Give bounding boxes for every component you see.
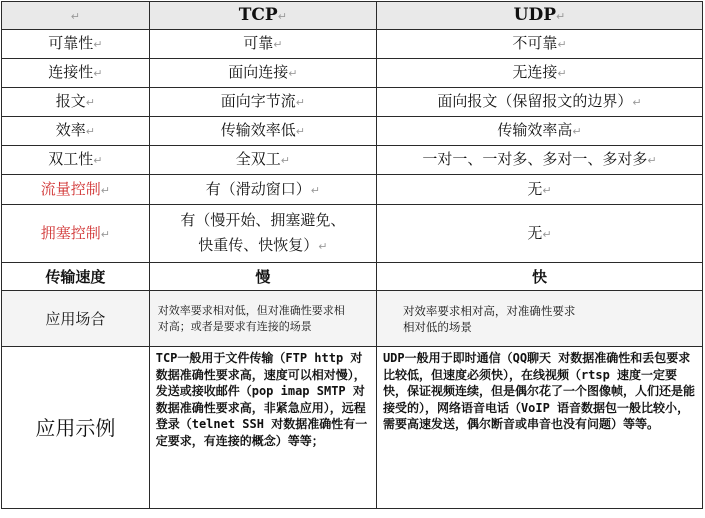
row-label: 应用场合 bbox=[2, 291, 150, 347]
udp-cell: 对效率要求相对高，对准确性要求 相对低的场景 bbox=[376, 291, 702, 347]
table-row bbox=[2, 146, 703, 175]
header-row bbox=[2, 2, 703, 30]
table-row bbox=[2, 263, 703, 291]
row-label: 应用示例 bbox=[2, 347, 150, 509]
udp-cell: 无↵ bbox=[376, 175, 702, 205]
udp-cell: 一对一、一对多、多对一、多对多↵ bbox=[376, 146, 702, 175]
udp-cell: UDP一般用于即时通信（QQ聊天 对数据准确性和丢包要求比较低，但速度必须快），在线视频（rtsp 速度一定要快，保证视频连续，但是偶尔花了一个图像帧，人们还是能接受的），网络语音电话（VoIP 语音数据包一般比较小，需要高速发送，偶尔断音或串音也没有问题）等等。 bbox=[376, 347, 702, 509]
tcp-cell: 慢 bbox=[149, 263, 376, 291]
udp-cell: 无↵ bbox=[376, 205, 702, 263]
row-label: 传输速度 bbox=[2, 263, 150, 291]
tcp-cell: 可靠↵ bbox=[149, 30, 376, 59]
row-label: 报文↵ bbox=[2, 88, 150, 117]
table-row bbox=[2, 88, 703, 117]
row-label: 连接性↵ bbox=[2, 59, 150, 88]
table-row bbox=[2, 175, 703, 205]
table-row bbox=[2, 205, 703, 263]
table-row bbox=[2, 59, 703, 88]
udp-cell: 传输效率高↵ bbox=[376, 117, 702, 146]
table-row bbox=[2, 347, 703, 509]
table-row bbox=[2, 291, 703, 347]
row-label: 双工性↵ bbox=[2, 146, 150, 175]
row-label: 流量控制↵ bbox=[2, 175, 150, 205]
tcp-cell: 对效率要求相对低，但对准确性要求相 对高；或者是要求有连接的场景 bbox=[149, 291, 376, 347]
udp-cell: 快 bbox=[376, 263, 702, 291]
header-tcp: TCP↵ bbox=[149, 2, 376, 30]
tcp-cell: 有（滑动窗口）↵ bbox=[149, 175, 376, 205]
tcp-udp-comparison-table bbox=[1, 1, 703, 509]
row-label: 可靠性↵ bbox=[2, 30, 150, 59]
tcp-cell: 全双工↵ bbox=[149, 146, 376, 175]
header-udp: UDP↵ bbox=[376, 2, 702, 30]
tcp-cell: 有（慢开始、拥塞避免、 快重传、快恢复）↵ bbox=[149, 205, 376, 263]
udp-cell: 不可靠↵ bbox=[376, 30, 702, 59]
udp-cell: 无连接↵ bbox=[376, 59, 702, 88]
row-label: 效率↵ bbox=[2, 117, 150, 146]
row-label: 拥塞控制↵ bbox=[2, 205, 150, 263]
tcp-cell: 面向连接↵ bbox=[149, 59, 376, 88]
tcp-cell: 传输效率低↵ bbox=[149, 117, 376, 146]
udp-cell: 面向报文（保留报文的边界）↵ bbox=[376, 88, 702, 117]
tcp-cell: 面向字节流↵ bbox=[149, 88, 376, 117]
table-row bbox=[2, 30, 703, 59]
table-row bbox=[2, 117, 703, 146]
corner-cell: ↵ bbox=[2, 2, 150, 30]
tcp-cell: TCP一般用于文件传输（FTP http 对数据准确性要求高，速度可以相对慢），发送或接收邮件（pop imap SMTP 对数据准确性要求高，非紧急应用），远程登录（telnet SSH 对数据准确性有一定要求，有连接的概念）等等； bbox=[149, 347, 376, 509]
